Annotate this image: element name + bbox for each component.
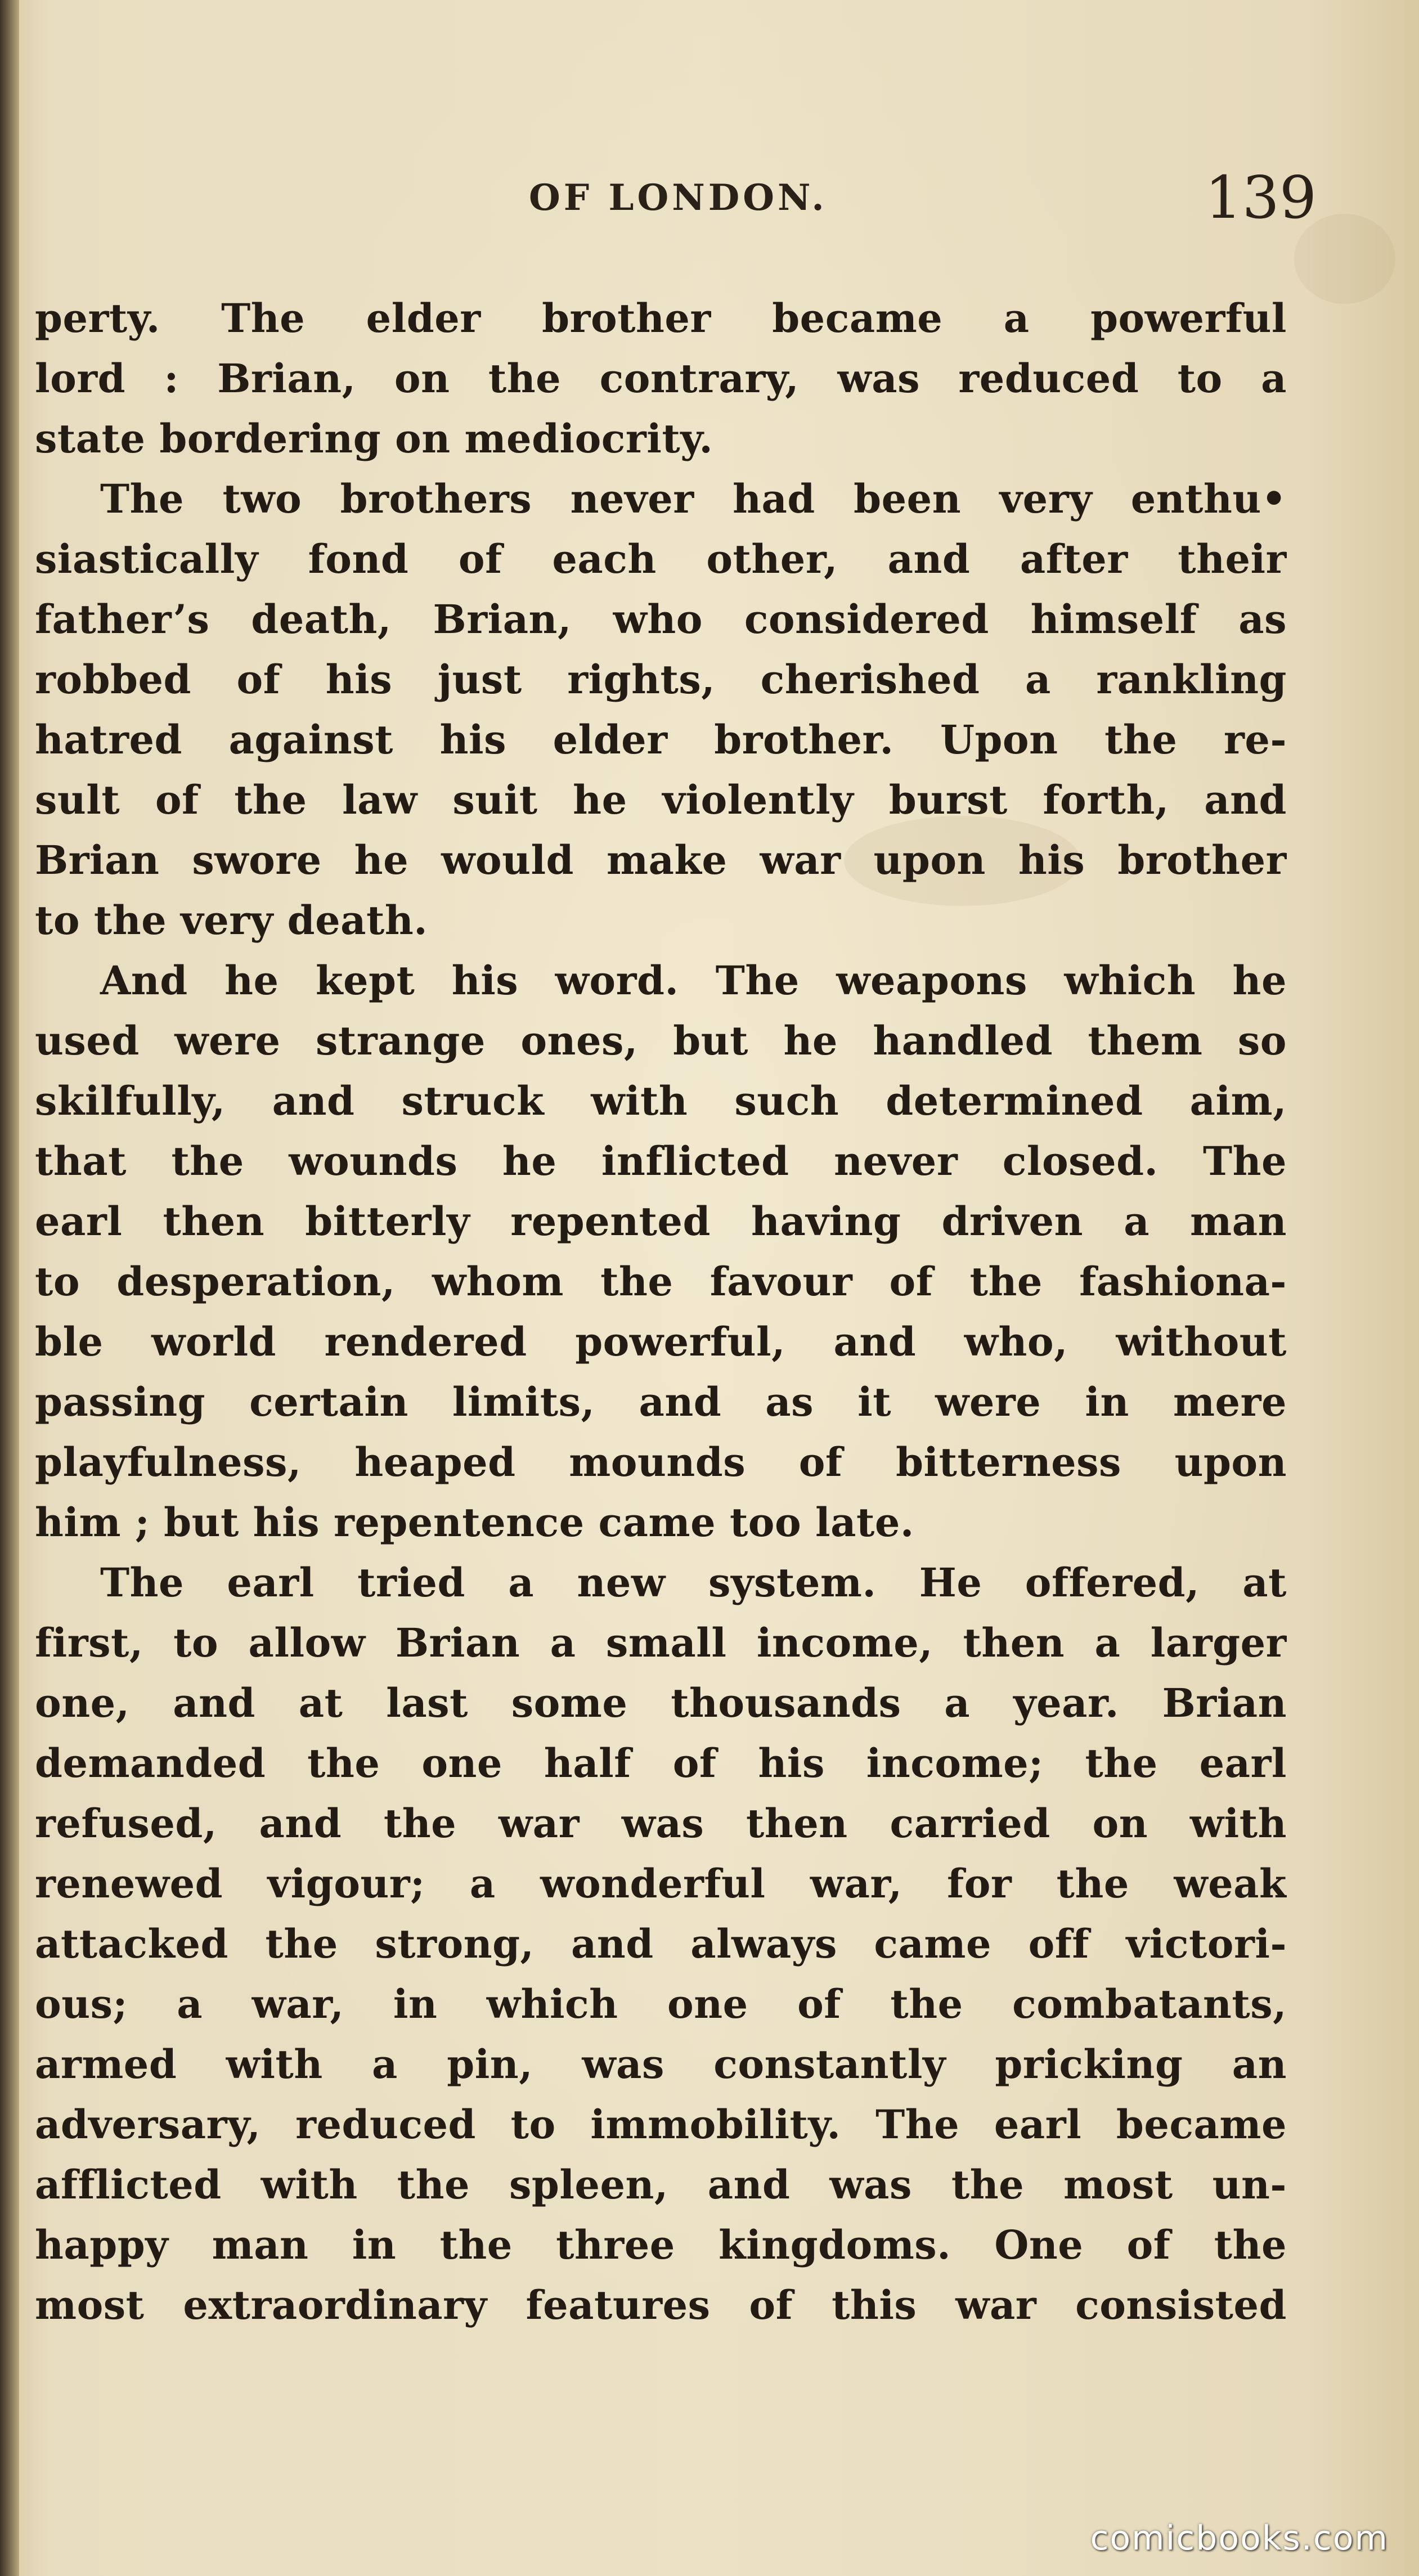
text-line: hatred against his elder brother. Upon the re- (35, 716, 1287, 763)
text-line: used were strange ones, but he handled them so (35, 1017, 1287, 1064)
text-line: most extraordinary features of this war consisted (35, 2282, 1287, 2328)
text-line: skilfully, and struck with such determined aim, (35, 1078, 1287, 1124)
text-line: robbed of his just rights, cherished a rankling (35, 656, 1287, 703)
text-line: renewed vigour; a wonderful war, for the weak (35, 1860, 1287, 1907)
text-line: first, to allow Brian a small income, then a larger (35, 1619, 1287, 1666)
text-line: ble world rendered powerful, and who, without (35, 1318, 1287, 1365)
text-line: siastically fond of each other, and after their (35, 536, 1287, 582)
text-line: playfulness, heaped mounds of bitterness upon (35, 1439, 1287, 1486)
text-line: attacked the strong, and always came off victori- (35, 1920, 1287, 1967)
text-line: The earl tried a new system. He offered, at (100, 1559, 1287, 1606)
watermark-label: comicbooks.com (1090, 2519, 1389, 2558)
text-line: ous; a war, in which one of the combatants, (35, 1981, 1287, 2027)
running-title: OF LONDON. (529, 177, 828, 219)
text-line: that the wounds he inflicted never closed. The (35, 1138, 1287, 1184)
text-line: one, and at last some thousands a year. Brian (35, 1680, 1287, 1726)
text-line: state bordering on mediocrity. (35, 415, 713, 462)
text-line: perty. The elder brother became a powerful (35, 295, 1287, 342)
text-line: lord : Brian, on the contrary, was reduced to a (35, 355, 1287, 402)
page-number: 139 (1205, 163, 1317, 232)
text-line: passing certain limits, and as it were in mere (35, 1379, 1287, 1425)
text-line: happy man in the three kingdoms. One of the (35, 2222, 1287, 2268)
text-line: demanded the one half of his income; the earl (35, 1740, 1287, 1787)
text-line: armed with a pin, was constantly pricking an (35, 2041, 1287, 2088)
text-line: The two brothers never had been very enthu• (100, 475, 1287, 522)
text-line: earl then bitterly repented having driven a man (35, 1198, 1287, 1245)
text-line: Brian swore he would make war upon his brother (35, 837, 1287, 883)
body-text (35, 288, 1287, 2335)
running-head (34, 163, 1317, 236)
text-line: adversary, reduced to immobility. The earl became (35, 2101, 1287, 2148)
text-line: And he kept his word. The weapons which he (100, 957, 1287, 1004)
text-line: to the very death. (35, 897, 428, 944)
text-line: sult of the law suit he violently burst forth, and (35, 777, 1287, 823)
text-line: him ; but his repentence came too late. (35, 1499, 914, 1546)
text-line: refused, and the war was then carried on with (35, 1800, 1287, 1847)
text-line: father’s death, Brian, who considered himself as (35, 596, 1287, 643)
text-line: to desperation, whom the favour of the fashiona- (35, 1258, 1287, 1305)
binding-edge (0, 0, 19, 2576)
text-line: afflicted with the spleen, and was the most un- (35, 2161, 1287, 2208)
